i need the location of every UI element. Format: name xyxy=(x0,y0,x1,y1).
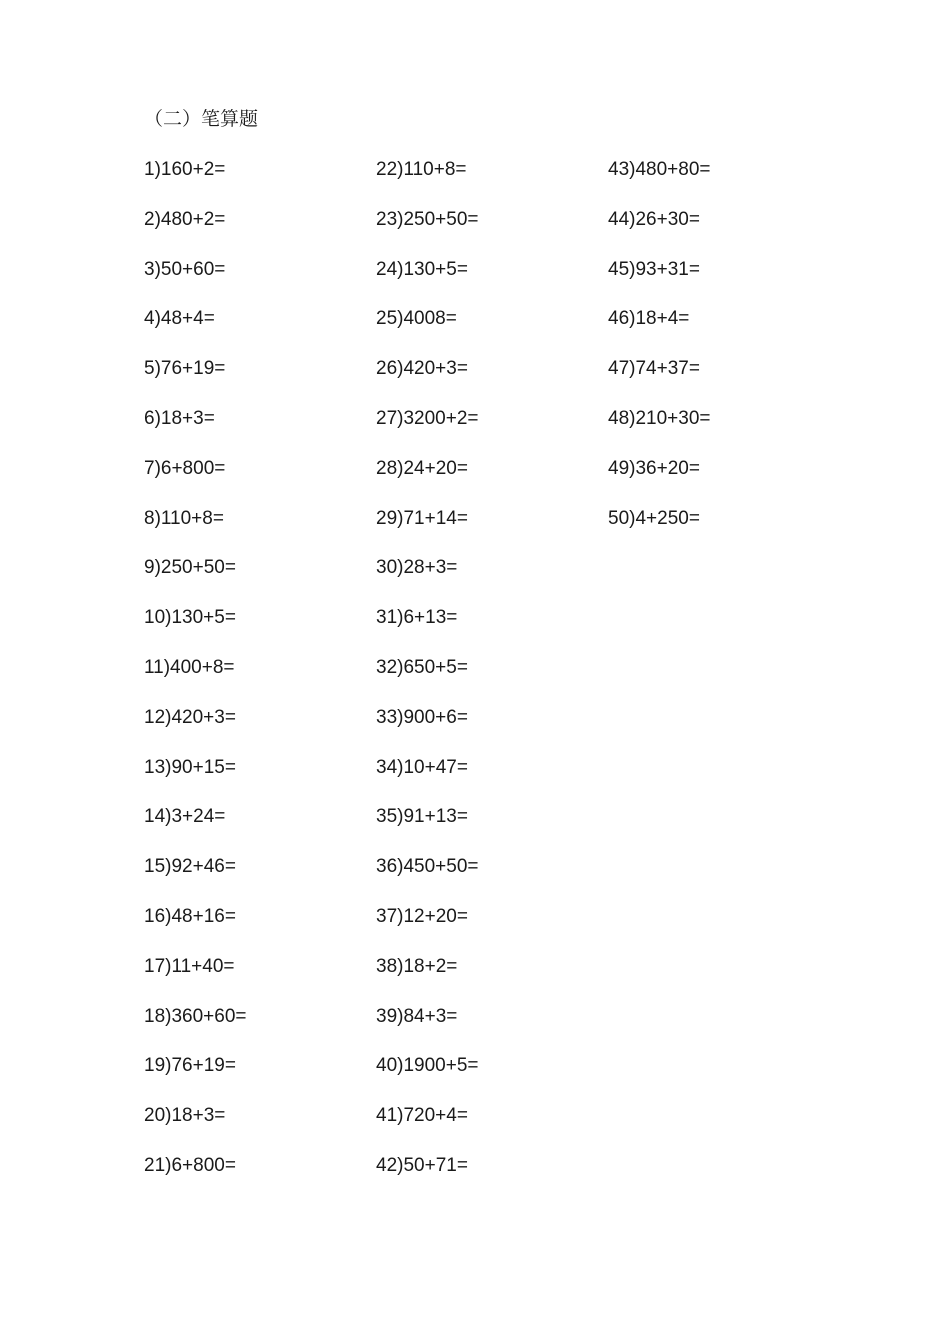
problem-item: 34)10+47= xyxy=(376,756,468,778)
problem-item: 45)93+31= xyxy=(608,258,700,280)
problem-item: 20)18+3= xyxy=(144,1105,226,1127)
problem-column-2 xyxy=(376,157,608,1203)
problem-item: 14)3+24= xyxy=(144,806,226,828)
problem-item: 41)720+4= xyxy=(376,1105,468,1127)
problem-item: 37)12+20= xyxy=(376,905,468,927)
problem-item: 35)91+13= xyxy=(376,806,468,828)
problem-item: 44)26+30= xyxy=(608,208,700,230)
problem-item: 31)6+13= xyxy=(376,607,458,629)
problem-item: 1)160+2= xyxy=(144,159,226,180)
problem-item: 25)4008= xyxy=(376,308,457,330)
problem-item: 24)130+5= xyxy=(376,258,468,280)
problem-item: 38)18+2= xyxy=(376,955,458,977)
problem-item: 16)48+16= xyxy=(144,905,236,927)
problem-item: 21)6+800= xyxy=(144,1154,236,1176)
problem-item: 9)250+50= xyxy=(144,557,236,579)
problem-item: 29)71+14= xyxy=(376,507,468,529)
problem-item: 22)110+8= xyxy=(376,159,467,180)
problem-item: 18)360+60= xyxy=(144,1005,247,1027)
problem-item: 50)4+250= xyxy=(608,507,700,529)
problem-item: 13)90+15= xyxy=(144,756,236,778)
problem-item: 17)11+40= xyxy=(144,955,235,977)
problem-item: 7)6+800= xyxy=(144,457,226,479)
problem-item: 3)50+60= xyxy=(144,258,226,280)
problem-item: 49)36+20= xyxy=(608,457,700,479)
problem-item: 32)650+5= xyxy=(376,656,468,678)
problem-item: 40)1900+5= xyxy=(376,1055,479,1077)
problem-item: 28)24+20= xyxy=(376,457,468,479)
problem-item: 23)250+50= xyxy=(376,208,479,230)
problem-item: 47)74+37= xyxy=(608,358,700,380)
problem-item: 46)18+4= xyxy=(608,308,690,330)
problem-item: 5)76+19= xyxy=(144,358,226,380)
problem-item: 11)400+8= xyxy=(144,656,235,678)
problem-item: 33)900+6= xyxy=(376,706,468,728)
problem-item: 10)130+5= xyxy=(144,607,236,629)
problem-item: 36)450+50= xyxy=(376,856,479,878)
problem-item: 26)420+3= xyxy=(376,358,468,380)
problem-column-3 xyxy=(608,157,840,555)
problem-item: 48)210+30= xyxy=(608,407,711,429)
problem-item: 42)50+71= xyxy=(376,1154,468,1176)
problem-item: 43)480+80= xyxy=(608,159,711,180)
problem-item: 39)84+3= xyxy=(376,1005,458,1027)
problem-item: 30)28+3= xyxy=(376,557,458,579)
problem-item: 8)110+8= xyxy=(144,507,224,529)
problem-item: 4)48+4= xyxy=(144,308,215,330)
problem-item: 15)92+46= xyxy=(144,856,236,878)
problem-item: 6)18+3= xyxy=(144,407,215,429)
section-title: （二）笔算题 xyxy=(144,109,259,130)
problem-item: 19)76+19= xyxy=(144,1055,236,1077)
problem-item: 12)420+3= xyxy=(144,706,236,728)
problem-column-1 xyxy=(144,157,376,1203)
problem-item: 27)3200+2= xyxy=(376,407,479,429)
problem-item: 2)480+2= xyxy=(144,208,226,230)
